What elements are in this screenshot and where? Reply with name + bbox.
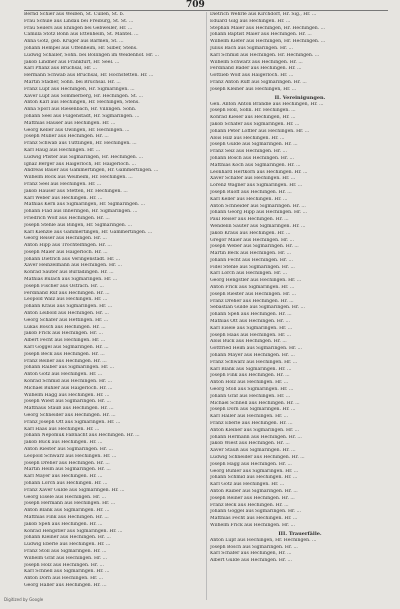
list-entry: Johann Speh aus Hechingen. Hr. ... (210, 312, 292, 318)
list-entry: Konrad Schmid aus Hechingen. Hr. ... (24, 379, 113, 385)
list-entry: Johann Hermann aus Hechingen. Hr. ... (210, 434, 302, 440)
list-entry: Konrad Sauter aus Burladingen. Hr. ... (24, 270, 114, 276)
list-entry: Leopold Schwarz aus Hechingen. Hr. ... (24, 453, 117, 459)
list-entry: Johann Nepomuk Faßnacht aus Hechingen. Hr. ... (24, 433, 140, 439)
list-entry: Joseph Bosch aus Sigmaringen. Hr. ... (210, 544, 298, 550)
list-entry: Paul Reiser aus Hechingen. Hr. ... (210, 217, 289, 223)
list-entry: Johann Kraus aus Sigmaringen. Hr. ... (24, 304, 113, 310)
list-entry: Gottfried Heim aus Sigmaringen. Hr. ... (210, 346, 302, 352)
list-entry: Mathias Kern aus Sigmaringen, Hr. Sigmaringen. ... (24, 202, 146, 208)
list-entry: Xaver Stauß aus Sigmaringen. Hr. ... (210, 448, 296, 454)
list-entry: Ludwig Pfister aus Sigmaringen, Hr. Hechingen. ... (24, 154, 144, 160)
list-entry: Stephan Maier aus Hechingen, Hr. Hechingen. ... (210, 25, 326, 31)
list-entry: Franz Schwab aus Tuttlingen, Hr. Hechingen. ... (24, 141, 137, 147)
list-entry: Joseph Dorn aus Sigmaringen. Hr. ... (210, 407, 296, 413)
list-entry: Joseph Hölz aus Hechingen. Hr. ... (24, 562, 104, 568)
list-entry: Franz Reiner aus Hechingen. Hr. ... (24, 358, 107, 364)
list-entry: Ludwig Schneider aus Hechingen. Hr. ... (210, 455, 305, 460)
list-entry: Johann Bosch aus Hechingen. Hr. ... (210, 155, 294, 161)
list-entry: Karl Weber aus Hechingen. Hr. ... (24, 195, 103, 201)
list-entry: Johann Fecht aus Hechingen. Hr. ... (210, 257, 293, 263)
list-entry: Joseph Holl, Sohn. Hr. Hechingen. ... (210, 108, 296, 114)
list-entry: Mathias Ott aus Hechingen. Hr. ... (210, 319, 290, 325)
list-entry: Ludwig Eberle aus Hechingen. Hr. ... (24, 542, 111, 548)
list-entry: Johann Göggel aus Sigmaringen. Hr. ... (210, 509, 301, 515)
list-entry: Johann Seel aus Fulgenstadt, Hr. Sigmaringen. ... (24, 113, 140, 119)
list-entry: Franz Seiz aus Hechingen. Hr. ... (210, 149, 287, 155)
list-entry: Jakob Buck aus Hechingen. Hr. ... (24, 440, 103, 446)
list-entry: Anton Schneider aus Sigmaringen. Hr. ... (210, 203, 306, 209)
list-entry: Matthias Koch aus Sigmaringen. Hr. ... (210, 162, 301, 168)
list-entry: Gen. Anton Anton Brändle aus Hechingen, Hr. ... (210, 101, 324, 107)
list-entry: Friedrich Wolf aus Hechingen. Hr. ... (24, 215, 110, 221)
list-entry: Joseph Müller aus Hechingen. Hr. ... (24, 134, 109, 140)
list-entry: Julius Bach aus Sigmaringen. Hr. ... (210, 45, 293, 51)
list-entry: Karl Haas aus Hechingen. Hr. ... (24, 426, 100, 432)
list-entry: Karl Schnell aus Sigmaringen. Hr. ... (24, 569, 110, 575)
list-entry: Michael Bühler aus Haigerloch. Hr. ... (24, 385, 113, 391)
list-entry: Joseph Haas aus Hechingen. Hr. ... (210, 332, 292, 338)
list-entry: Karl Eisele aus Sigmaringen. Hr. ... (210, 325, 293, 331)
list-entry: Franz Seel aus Hechingen. Hr. ... (24, 181, 102, 187)
list-entry: Georg Schäfer aus Hettingen. Hr. ... (24, 317, 109, 323)
list-entry: Joseph Gulde aus Sigmaringen. Hr. ... (210, 142, 298, 148)
list-entry: Karl Keller aus Hechingen. Hr. ... (210, 196, 288, 202)
list-entry: Anton Blank aus Sigmaringen. Hr. ... (24, 508, 110, 514)
list-entry: Franz Schwarz aus Hechingen. Hr. ... (210, 359, 298, 365)
list-entry: Ferdinand Bader aus Hechingen. Hr. ... (210, 66, 302, 72)
list-entry: Frau Seilers aus Ehingen bei Gebweiler, Hr. ... (24, 25, 133, 31)
column-divider (206, 12, 207, 600)
list-entry: Frau Schüle aus Lindau bei Freiburg, St. St. ... (24, 18, 134, 24)
list-entry: Karl Blank aus Sigmaringen. Hr. ... (210, 366, 292, 372)
list-entry: Martin Stadler, Sohn. bei Bruchsal. Hr. ... (24, 79, 121, 85)
list-entry: Alois Buck aus Hechingen. Hr. ... (210, 339, 287, 345)
list-entry: Sebastian Gulde aus Sigmaringen. Hr. ... (210, 305, 305, 311)
list-entry: Joseph Fischer aus Ostrach. Hr. ... (24, 283, 104, 289)
list-entry: Karl Göggel aus Sigmaringen. Hr. ... (24, 345, 109, 351)
list-entry: Joseph Wiest aus Sigmaringen. Hr. ... (24, 399, 111, 405)
list-entry: Johann Dietrich aus Veringenstadt. Hr. ... (24, 256, 121, 262)
list-entry: Johann Georg Hipp aus Hechingen. Hr. ... (210, 210, 307, 216)
list-entry: Joseph Reiner aus Hechingen. Hr. ... (210, 495, 295, 501)
list-entry: Johann Mayer aus Hechingen. Hr. ... (210, 353, 295, 359)
page-number: 709 (186, 0, 205, 10)
list-entry: Anna Götz, geb. Kruger aus Barmen, St. ... (24, 39, 124, 45)
list-entry: Johann Baptist Maier aus Hechingen. Hr. ... (210, 32, 312, 38)
list-entry: Wilhelm Frick aus Hechingen. Hr. ... (210, 522, 295, 528)
list-entry: Konrad Hengstler aus Sigmaringen. Hr. ... (24, 528, 123, 534)
list-entry: Joseph Ruoff aus Hechingen. Hr. ... (210, 189, 292, 195)
list-entry: Franz Dreher aus Hechingen. Hr. ... (210, 298, 294, 304)
list-entry: Karl Schmid aus Hechingen. Hr. Hechingen. ... (210, 52, 320, 58)
list-entry: Anton Lüpf aus Hechingen, Hr. Hechingen. ... (210, 537, 317, 543)
list-entry: Joseph Stehle aus Bingen, Hr. Sigmaringen. ... (24, 222, 133, 228)
list-entry: Michael Schnell aus Hechingen. Hr. ... (210, 400, 300, 406)
list-entry: Wilhelm Kiefer aus Hechingen, Hr. Hechingen. ... (210, 39, 326, 45)
list-entry: Mathias Bulach aus Sigmaringen. Hr. ... (24, 277, 118, 283)
list-entry: Ignaz Berger aus Haigerloch, Hr. Haigerloch. ... (24, 161, 136, 167)
list-entry: Franz Anton Ruff aus Sigmaringen. Hr. ... (210, 79, 307, 85)
header-rule (24, 10, 388, 11)
list-entry: Franz Lüpf aus Hechingen, Hr. Sigmaringen. ... (24, 86, 135, 92)
list-entry: Anton Frick aus Sigmaringen. Hr. ... (210, 285, 295, 291)
right-column (210, 12, 390, 565)
list-entry: Karl Haug aus Hechingen. Hr. ... (24, 147, 101, 153)
list-entry: Anton Leibold aus Hechingen. Hr. ... (24, 311, 109, 317)
list-entry: Franz Eberle aus Hechingen. Hr. ... (210, 421, 293, 427)
list-entry: Karl Mayer aus Hechingen. Hr. ... (24, 474, 103, 480)
list-entry: Jakob Schäfer aus Sigmaringen. Hr. ... (210, 121, 300, 127)
list-entry: Hermann Schwab aus Bruchsal, Hr. Hochstetten. Hr. ... (24, 73, 154, 79)
list-entry: Ferdinand Ruf aus Hechingen. Hr. ... (24, 290, 110, 296)
list-entry: Georg Schneider aus Hechingen. Hr. ... (24, 413, 116, 419)
list-entry: Georg Bühler aus Sigmaringen. Hr. ... (210, 468, 299, 474)
list-entry: Karl Schäfer aus Hechingen, Hr. ... (210, 551, 292, 557)
list-entry: Camilla Stotz Bonn aus Ettenheim, St. Mantel. ... (24, 32, 139, 38)
list-entry: Jakob Hauser aus Stetten, Hr. Hechingen. ... (24, 188, 128, 194)
list-entry: Georg Hengstler aus Hechingen. Hr. ... (210, 278, 302, 284)
section-heading: II. Vereinigungen. (274, 94, 326, 101)
list-entry: Fidel Stehle aus Sigmaringen. Hr. ... (210, 264, 295, 270)
list-entry: Matthias Fink aus Hechingen. Hr. ... (24, 514, 109, 520)
list-entry: Karl Kienzle aus Gammertingen, Hr. Gammertingen. ... (24, 229, 153, 235)
list-entry: Joseph Fink aus Hechingen. Hr. ... (210, 373, 290, 379)
list-entry: Matthäus Stauß aus Hechingen. Hr. ... (24, 406, 114, 412)
list-entry: Anton Raiber aus Sigmaringen. Hr. ... (210, 488, 298, 494)
list-entry: Karl Götz aus Hechingen. Hr. ... (210, 482, 285, 488)
list-entry: Georg Haller aus Hechingen. Hr. ... (24, 582, 107, 588)
list-entry: Wilhelm Bock aus Weilheim, Hr. Hechingen. ... (24, 175, 133, 181)
list-entry: Joseph Beck aus Hechingen. Hr. ... (24, 351, 105, 357)
list-entry: Joseph Kleiner aus Hechingen, Hr. ... (210, 86, 297, 92)
list-entry: Bernd Schier aus Weißen, St. Cullen, St. b. (24, 12, 125, 17)
list-entry: Xaver Heinzelmann aus Hechingen. Hr. ... (24, 263, 122, 269)
list-entry: Georg Stoll aus Sigmaringen. Hr. ... (210, 387, 294, 393)
list-entry: Johann Kleiner aus Hechingen. Hr. ... (24, 535, 111, 541)
list-entry: Wilhelm Schwarz aus Hechingen. Hr. ... (210, 59, 303, 65)
list-entry: Albert Gulde aus Hechingen. Hr. ... (210, 558, 292, 564)
list-entry: Xaver Schäfer aus Hechingen. Hr. ... (210, 176, 296, 182)
list-entry: Anna Spörl aus Riesenbach, Hr. Villingen. Sohn. (24, 107, 137, 113)
list-entry: Gottlieb Wolf aus Haigerloch. Hr. ... (210, 73, 294, 79)
list-entry: Johann Flad aus Inneringen, Hr. Sigmaringen. ... (24, 209, 138, 215)
list-entry: Johann Schmid aus Hechingen. Hr. ... (210, 475, 298, 481)
list-entry: Jakob Kraus aus Hechingen. Hr. ... (210, 230, 291, 236)
list-entry: Leopold Walz aus Hechingen. Hr. ... (24, 297, 108, 303)
list-entry: Lukas Bosch aus Hechingen. Hr. ... (24, 324, 106, 330)
list-entry: Franz Xaver Gulde aus Sigmaringen. Hr. ... (24, 487, 125, 493)
list-entry: Jakob Lindner aus Frankfurt, Hr. Seel. ... (24, 59, 120, 65)
list-entry: Lorenz Wagner aus Sigmaringen. Hr. ... (210, 183, 303, 189)
list-entry: Gregor Maier aus Hechingen. Hr. ... (210, 237, 294, 243)
list-entry: Johann Lorch aus Hechingen. Hr. ... (24, 480, 108, 486)
list-entry: Martin Beck aus Hechingen. Hr. ... (210, 251, 292, 257)
list-entry: Anton Hipp aus Trochtelfingen. Hr. ... (24, 243, 112, 249)
list-entry: Xaver Lüpf aus Sommerberg, Hr. Hechingen. St. ... (24, 93, 143, 99)
list-entry: Georg Reiser aus Hechingen. Hr. ... (24, 236, 107, 242)
list-entry: Joseph Hagg aus Hechingen. Hr. ... (210, 461, 292, 467)
list-entry: Jakob Speh aus Hechingen. Hr. ... (24, 521, 103, 527)
left-column (24, 12, 204, 590)
list-entry: Alois Hilz aus Hechingen. Hr. ... (210, 135, 285, 141)
list-entry: Anton Karl aus Hechingen, Hr. Hechingen, Stens. (24, 100, 140, 106)
list-entry: Matthias Fecht aus Hechingen. Hr. ... (210, 516, 298, 522)
list-entry: Johann Peter Löffler aus Hechingen. Hr. ... (210, 128, 310, 134)
list-entry: Anton Dorn aus Hechingen. Hr. ... (24, 576, 104, 582)
list-entry: Konrad Kieser aus Hechingen, Hr. ... (210, 115, 296, 121)
list-entry: Georg Eisele aus Hechingen. Hr. ... (24, 494, 107, 500)
list-entry: Jakob Frick aus Hechingen. Hr. ... (24, 331, 103, 337)
list-entry: Anton Kleiner aus Sigmaringen. Hr. ... (210, 427, 300, 433)
list-entry: Wendelin Sauter aus Sigmaringen. Hr. ... (210, 223, 306, 229)
list-entry: Martin Heim aus Sigmaringen. Hr. ... (24, 467, 111, 473)
list-entry: Joseph Weber aus Sigmaringen. Hr. ... (210, 244, 299, 250)
digitization-footer: Digitized by Google (4, 597, 44, 602)
list-entry: Johann Graf aus Hechingen. Hr. ... (210, 393, 291, 399)
list-entry: Karl Pflanz aus Bruchsal, Hr. ... (24, 66, 98, 72)
list-entry: Johann Raiber aus Sigmaringen. Hr. ... (24, 365, 115, 371)
list-entry: Wilhelm Hagg aus Hechingen. Hr. ... (24, 392, 110, 398)
list-entry: Johann Hempel aus Uffenheim, Hr. Silber, Stens. (24, 45, 138, 51)
list-entry: Albert Fecht aus Hechingen. Hr. ... (24, 338, 106, 344)
list-entry: Franz Joseph Ott aus Sigmaringen. Hr. ... (24, 419, 121, 425)
list-entry: Joseph Dreher aus Hechingen. Hr. ... (24, 460, 110, 466)
list-entry: Jakob Wiest aus Hechingen. Hr. ... (210, 441, 290, 447)
list-entry: Wilhelm Graf aus Hechingen. Hr. ... (24, 555, 108, 561)
list-entry: Joseph Hermann aus Hechingen. Hr. ... (24, 501, 116, 507)
list-entry: Franz Stoll aus Sigmaringen. Hr. ... (24, 548, 107, 554)
list-entry: Franz Beck aus Hechingen. Hr. ... (210, 502, 289, 508)
list-entry: Matthias Hauser aus Hechingen. Hr. ... (24, 120, 116, 126)
list-entry: Anton Götz aus Hechingen. Hr. ... (24, 372, 103, 378)
list-entry: Ludwig Schaller, Sohn. bei Bollingen im Weidenhof. Hr. ... (24, 52, 159, 58)
list-entry: Joseph Riester aus Hechingen. Hr. ... (210, 291, 297, 297)
list-entry: Karl Lorch aus Hechingen. Hr. ... (210, 271, 288, 277)
list-entry: Anton Hölz aus Hechingen. Hr. ... (210, 380, 289, 386)
list-entry: Georg Keller aus Owingen, Hr. Hechingen. ... (24, 127, 130, 133)
section-heading: III. Trauerfälle. (278, 530, 322, 537)
list-entry: Anton Riester aus Sigmaringen. Hr. ... (24, 447, 113, 452)
list-entry: Eduard Gilg aus Hechingen. Hr. ... (210, 18, 291, 24)
list-entry: Dietrich Wehrle aus Kirchdorf, Hr. Sig., Hr. ... (210, 12, 317, 17)
list-entry: Andreas Bauer aus Gammertingen, Hr. Gammertingen. ... (24, 168, 159, 174)
list-entry: Joseph Maier aus Haigerloch. Hr. ... (24, 249, 108, 255)
list-entry: Leonhard Hertkorn aus Hechingen. Hr. ... (210, 169, 308, 175)
list-entry: Karl Haller aus Hechingen. Hr. ... (210, 414, 289, 420)
